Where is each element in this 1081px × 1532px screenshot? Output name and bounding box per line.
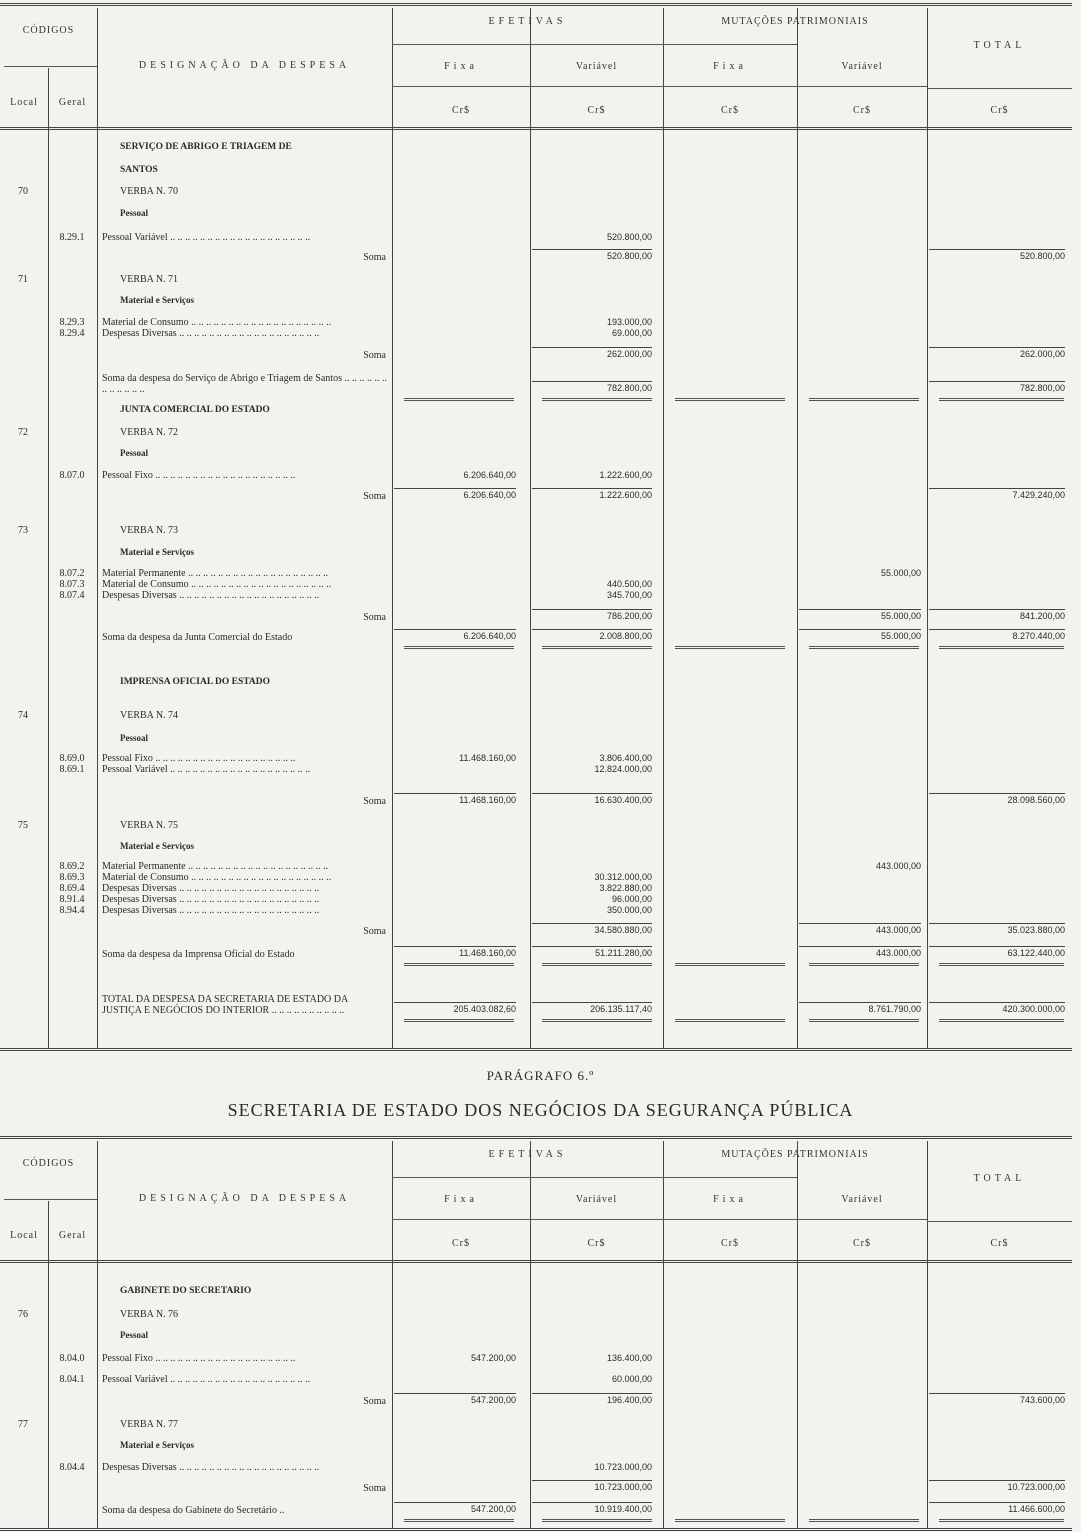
row-description: Pessoal (120, 208, 148, 218)
code-geral: 8.07.3 (59, 579, 85, 590)
amount-cell: 2.008.800,00 (532, 629, 652, 643)
header-efetivas: EFETIVAS (488, 1149, 567, 1160)
amount-cell (665, 381, 787, 395)
header-subrule (392, 44, 797, 45)
amount-cell: 205.403.082,60 (394, 1002, 516, 1016)
header-mutacoes: MUTAÇÕES PATRIMONIAIS (721, 1149, 869, 1160)
table-row (0, 894, 1072, 905)
table-row (0, 350, 1072, 361)
table-bottom-rule (0, 1048, 1072, 1051)
row-description: Soma (363, 252, 386, 263)
table-row (0, 710, 1072, 721)
amount-cell (394, 1480, 516, 1494)
amount-cell: 55.000,00 (880, 568, 921, 578)
header-currency: Cr$ (990, 105, 1009, 116)
header-efetivas-fixa: Fixa (444, 61, 478, 72)
amount-cell (665, 629, 787, 643)
row-description: Despesas Diversas .. .. (102, 905, 388, 916)
table-row (0, 1374, 1072, 1385)
header-geral: Geral (58, 1230, 87, 1241)
amount-cell: 345.700,00 (606, 590, 652, 600)
table-row (0, 1286, 1072, 1297)
table-row (0, 949, 1072, 960)
code-geral: 8.29.4 (59, 328, 85, 339)
amount-cell (665, 1393, 787, 1407)
double-rule (809, 398, 919, 401)
amount-cell: 96.000,00 (611, 894, 652, 904)
amount-cell: 8.270.440,00 (929, 629, 1065, 643)
row-description: Despesas Diversas .. .. (102, 894, 388, 905)
header-subrule (392, 1177, 797, 1178)
amount-cell (799, 381, 921, 395)
amount-cell: 16.630.400,00 (532, 793, 652, 807)
table-row (0, 448, 1072, 459)
amount-cell: 3.806.400,00 (599, 753, 652, 763)
code-geral: 8.07.0 (59, 470, 85, 481)
amount-cell (665, 923, 787, 937)
amount-cell: 55.000,00 (799, 609, 921, 623)
table-top-rule (0, 1136, 1072, 1139)
amount-cell: 11.468.160,00 (394, 946, 516, 960)
code-local: 70 (18, 186, 28, 197)
row-description: Soma da despesa do Serviço de Abrigo e Triagem de Santos .. .. .. .. .. .. .. .. .. .. .. .. (102, 373, 387, 395)
amount-cell: 6.206.640,00 (394, 488, 516, 502)
double-rule (809, 1019, 919, 1022)
row-description: Pessoal Variável .. .. (102, 1374, 388, 1385)
double-rule (809, 963, 919, 966)
header-currency: Cr$ (990, 1238, 1009, 1249)
row-description: Material Permanente .. .. (102, 568, 388, 579)
row-description: Material de Consumo .. .. (102, 579, 388, 590)
amount-cell: 11.468.160,00 (394, 793, 516, 807)
code-local: 74 (18, 710, 28, 721)
header-local: Local (10, 97, 38, 108)
double-rule (542, 646, 652, 649)
code-geral: 8.69.3 (59, 872, 85, 883)
code-geral: 8.69.2 (59, 861, 85, 872)
amount-cell: 10.919.400,00 (532, 1502, 652, 1516)
table-row (0, 612, 1072, 623)
code-geral: 8.94.4 (59, 905, 85, 916)
double-rule (675, 963, 785, 966)
double-rule (542, 963, 652, 966)
row-description: VERBA N. 70 (120, 186, 179, 197)
amount-cell (799, 347, 921, 361)
table-row (0, 820, 1072, 831)
table-row (0, 317, 1072, 328)
amount-cell: 7.429.240,00 (929, 488, 1065, 502)
row-description: VERBA N. 76 (120, 1309, 179, 1320)
table-row (0, 753, 1072, 764)
amount-cell: 786.200,00 (532, 609, 652, 623)
code-geral: 8.07.2 (59, 568, 85, 579)
amount-cell: 782.800,00 (532, 381, 652, 395)
amount-cell: 3.822.880,00 (599, 883, 652, 893)
code-local: 77 (18, 1419, 28, 1430)
row-description: Soma da despesa da Junta Comercial do Estado (102, 632, 293, 643)
double-rule (675, 1519, 785, 1522)
table-row (0, 764, 1072, 775)
table-row (0, 579, 1072, 590)
amount-cell (799, 488, 921, 502)
amount-cell: 443.000,00 (799, 946, 921, 960)
row-description: Pessoal (120, 1330, 148, 1340)
row-description: Pessoal (120, 448, 148, 458)
amount-cell: 547.200,00 (394, 1502, 516, 1516)
code-geral: 8.07.4 (59, 590, 85, 601)
amount-cell: 63.122.440,00 (929, 946, 1065, 960)
header-currency: Cr$ (721, 105, 739, 116)
header-efetivas-fixa: Fixa (444, 1194, 478, 1205)
header-mutacoes-fixa: Fixa (713, 61, 747, 72)
header-designacao: DESIGNAÇÃO DA DESPESA (138, 1193, 351, 1204)
double-rule (404, 646, 514, 649)
amount-cell: 443.000,00 (875, 861, 921, 871)
amount-cell: 34.580.880,00 (532, 923, 652, 937)
double-rule (939, 646, 1064, 649)
header-currency: Cr$ (587, 1238, 606, 1249)
amount-cell (665, 1480, 787, 1494)
table-row (0, 905, 1072, 916)
table-row (0, 405, 1072, 416)
amount-cell (394, 923, 516, 937)
amount-cell: 206.135.117,40 (532, 1002, 652, 1016)
table-row (0, 1440, 1072, 1451)
double-rule (939, 398, 1064, 401)
paragraph-label: PARÁGRAFO 6.º (486, 1068, 595, 1083)
row-description: Soma (363, 796, 386, 807)
double-rule (542, 1019, 652, 1022)
amount-cell: 420.300.000,00 (929, 1002, 1065, 1016)
row-description: Material de Consumo .. .. (102, 872, 388, 883)
row-description: VERBA N. 72 (120, 427, 179, 438)
amount-cell: 520.800,00 (606, 232, 652, 242)
header-subrule (927, 88, 1072, 89)
amount-cell: 136.400,00 (606, 1353, 652, 1363)
amount-cell: 10.723.000,00 (594, 1462, 652, 1472)
code-local: 75 (18, 820, 28, 831)
table-row (0, 733, 1072, 744)
row-description: Pessoal Fixo .. .. (102, 470, 388, 481)
row-description: Material Permanente .. .. (102, 861, 388, 872)
row-description: Despesas Diversas .. .. (102, 1462, 388, 1473)
row-description: Soma (363, 350, 386, 361)
double-rule (675, 1019, 785, 1022)
table-row (0, 427, 1072, 438)
code-local: 71 (18, 274, 28, 285)
amount-cell (394, 609, 516, 623)
header-subrule (392, 1219, 927, 1220)
header-subrule (4, 66, 97, 67)
table-row (0, 872, 1072, 883)
code-geral: 8.04.4 (59, 1462, 85, 1473)
row-description: Soma (363, 491, 386, 502)
row-description: Pessoal (120, 733, 148, 743)
amount-cell: 782.800,00 (929, 381, 1065, 395)
header-total: TOTAL (973, 40, 1026, 51)
table-row (0, 1330, 1072, 1341)
table-row (0, 1419, 1072, 1430)
row-description: SANTOS (120, 165, 158, 175)
table-row (0, 1483, 1072, 1494)
row-description: VERBA N. 75 (120, 820, 179, 831)
amount-cell (799, 1480, 921, 1494)
amount-cell (665, 946, 787, 960)
section-title: SECRETARIA DE ESTADO DOS NEGÓCIOS DA SEGURANÇA PÚBLICA (227, 1100, 854, 1120)
row-description: Pessoal Fixo .. .. (102, 1353, 388, 1364)
header-currency: Cr$ (452, 1238, 470, 1249)
double-rule (542, 1519, 652, 1522)
amount-cell: 28.098.560,00 (929, 793, 1065, 807)
header-mutacoes-variavel: Variável (841, 1194, 883, 1205)
amount-cell (665, 1002, 787, 1016)
table-row (0, 491, 1072, 502)
table-bottom-rule (0, 1528, 1072, 1531)
row-description: Soma (363, 926, 386, 937)
table-row (0, 373, 1072, 395)
table-row (0, 252, 1072, 263)
table-row (0, 861, 1072, 872)
table-row (0, 274, 1072, 285)
double-rule (404, 1019, 514, 1022)
row-description: IMPRENSA OFICIAL DO ESTADO (120, 677, 271, 687)
amount-cell: 440.500,00 (606, 579, 652, 589)
amount-cell: 196.400,00 (532, 1393, 652, 1407)
header-efetivas-variavel: Variável (575, 1194, 618, 1205)
amount-cell: 55.000,00 (799, 629, 921, 643)
code-local: 72 (18, 427, 28, 438)
header-subrule (927, 1221, 1072, 1222)
row-description: GABINETE DO SECRETARIO (120, 1286, 252, 1296)
amount-cell: 35.023.880,00 (929, 923, 1065, 937)
table-row (0, 994, 1072, 1016)
row-description: Soma da despesa da Imprensa Oficial do Estado (102, 949, 295, 960)
row-description: VERBA N. 73 (120, 525, 179, 536)
amount-cell: 547.200,00 (470, 1353, 516, 1363)
header-mutacoes: MUTAÇÕES PATRIMONIAIS (721, 16, 869, 27)
table-row (0, 547, 1072, 558)
header-codigos: CÓDIGOS (22, 25, 75, 36)
amount-cell (799, 793, 921, 807)
code-geral: 8.04.0 (59, 1353, 85, 1364)
header-bottom-rule (0, 127, 1072, 130)
double-rule (675, 646, 785, 649)
table-row (0, 1309, 1072, 1320)
row-description: Material e Serviços (120, 1440, 194, 1450)
amount-cell: 350.000,00 (606, 905, 652, 915)
code-geral: 8.29.1 (59, 232, 85, 243)
row-description: Material e Serviços (120, 841, 194, 851)
code-geral: 8.29.3 (59, 317, 85, 328)
double-rule (939, 1519, 1064, 1522)
amount-cell (394, 381, 516, 395)
table-row (0, 590, 1072, 601)
code-geral: 8.69.1 (59, 764, 85, 775)
header-currency: Cr$ (587, 105, 606, 116)
row-description: Material de Consumo .. .. (102, 317, 388, 328)
header-subrule (4, 1199, 97, 1200)
table-row (0, 1396, 1072, 1407)
amount-cell: 1.222.600,00 (532, 488, 652, 502)
row-description: Despesas Diversas .. .. (102, 590, 388, 601)
amount-cell (665, 1502, 787, 1516)
amount-cell: 8.761.790,00 (799, 1002, 921, 1016)
table-row (0, 926, 1072, 937)
amount-cell (665, 793, 787, 807)
header-local: Local (10, 1230, 38, 1241)
row-description: Material e Serviços (120, 547, 194, 557)
table-row (0, 632, 1072, 643)
amount-cell: 443.000,00 (799, 923, 921, 937)
row-description: Soma da despesa do Gabinete do Secretário .. (102, 1505, 285, 1516)
amount-cell: 262.000,00 (929, 347, 1065, 361)
double-rule (809, 1519, 919, 1522)
table-row (0, 1505, 1072, 1516)
amount-cell: 6.206.640,00 (394, 629, 516, 643)
header-currency: Cr$ (452, 105, 470, 116)
code-geral: 8.69.4 (59, 883, 85, 894)
table-row (0, 165, 1072, 176)
row-description: VERBA N. 71 (120, 274, 179, 285)
amount-cell: 11.466.600,00 (929, 1502, 1065, 1516)
amount-cell: 6.206.640,00 (463, 470, 516, 480)
table-row (0, 1353, 1072, 1364)
header-currency: Cr$ (853, 105, 871, 116)
amount-cell: 60.000,00 (611, 1374, 652, 1384)
table-row (0, 470, 1072, 481)
table-row (0, 883, 1072, 894)
row-description: VERBA N. 77 (120, 1419, 179, 1430)
header-efetivas-variavel: Variável (575, 61, 618, 72)
amount-cell: 30.312.000,00 (594, 872, 652, 882)
code-geral: 8.91.4 (59, 894, 85, 905)
code-local: 76 (18, 1309, 28, 1320)
header-geral: Geral (58, 97, 87, 108)
double-rule (809, 646, 919, 649)
row-description: VERBA N. 74 (120, 710, 179, 721)
row-description: Soma (363, 1483, 386, 1494)
double-rule (404, 1519, 514, 1522)
header-mutacoes-fixa: Fixa (713, 1194, 747, 1205)
double-rule (939, 1019, 1064, 1022)
row-description: JUNTA COMERCIAL DO ESTADO (120, 405, 270, 415)
amount-cell (665, 609, 787, 623)
amount-cell: 1.222.600,00 (599, 470, 652, 480)
row-description: SERVIÇO DE ABRIGO E TRIAGEM DE (120, 142, 292, 152)
column-divider (48, 1201, 49, 1528)
amount-cell: 12.824.000,00 (594, 764, 652, 774)
header-designacao: DESIGNAÇÃO DA DESPESA (138, 60, 351, 71)
header-mutacoes-variavel: Variável (841, 61, 883, 72)
row-description: Despesas Diversas .. .. (102, 328, 388, 339)
amount-cell: 520.800,00 (532, 249, 652, 263)
amount-cell: 51.211.280,00 (532, 946, 652, 960)
table-row (0, 1462, 1072, 1473)
table-top-rule (0, 3, 1072, 6)
code-geral: 8.69.0 (59, 753, 85, 764)
table-row (0, 186, 1072, 197)
row-description: Soma (363, 1396, 386, 1407)
double-rule (404, 398, 514, 401)
code-geral: 8.04.1 (59, 1374, 85, 1385)
amount-cell: 262.000,00 (532, 347, 652, 361)
header-total: TOTAL (973, 1173, 1026, 1184)
header-subrule (392, 86, 927, 87)
header-efetivas: EFETIVAS (488, 16, 567, 27)
header-bottom-rule (0, 1260, 1072, 1263)
amount-cell (799, 249, 921, 263)
row-description: Pessoal Variável .. .. (102, 232, 388, 243)
table-row (0, 295, 1072, 306)
budget-table-seguranca (0, 1133, 1072, 1532)
table-row (0, 568, 1072, 579)
table-row (0, 796, 1072, 807)
amount-cell: 841.200,00 (929, 609, 1065, 623)
amount-cell: 743.600,00 (929, 1393, 1065, 1407)
row-description: Material e Serviços (120, 295, 194, 305)
code-local: 73 (18, 525, 28, 536)
amount-cell: 10.723.000,00 (929, 1480, 1065, 1494)
row-description: Despesas Diversas .. .. (102, 883, 388, 894)
amount-cell (665, 249, 787, 263)
amount-cell: 10.723.000,00 (532, 1480, 652, 1494)
table-row (0, 841, 1072, 852)
table-row (0, 328, 1072, 339)
amount-cell (665, 347, 787, 361)
header-codigos: CÓDIGOS (22, 1158, 75, 1169)
double-rule (542, 398, 652, 401)
amount-cell: 520.800,00 (929, 249, 1065, 263)
table-row (0, 232, 1072, 243)
double-rule (404, 963, 514, 966)
row-description: TOTAL DA DESPESA DA SECRETARIA DE ESTADO DA JUSTIÇA E NEGÓCIOS DO INTERIOR .. .. .. .. .. .. .. .. .. .. (102, 994, 348, 1016)
table-row (0, 142, 1072, 153)
row-description: Soma (363, 612, 386, 623)
table-row (0, 525, 1072, 536)
double-rule (939, 963, 1064, 966)
amount-cell: 69.000,00 (611, 328, 652, 338)
amount-cell: 547.200,00 (394, 1393, 516, 1407)
amount-cell (665, 488, 787, 502)
table-row (0, 208, 1072, 219)
double-rule (675, 398, 785, 401)
row-description: Pessoal Variável .. .. (102, 764, 388, 775)
amount-cell (799, 1393, 921, 1407)
amount-cell (394, 249, 516, 263)
amount-cell: 11.468.160,00 (459, 753, 516, 763)
amount-cell: 193.000,00 (606, 317, 652, 327)
header-currency: Cr$ (853, 1238, 871, 1249)
header-currency: Cr$ (721, 1238, 739, 1249)
table-row (0, 677, 1072, 688)
row-description: Pessoal Fixo .. .. (102, 753, 388, 764)
amount-cell (799, 1502, 921, 1516)
amount-cell (394, 347, 516, 361)
